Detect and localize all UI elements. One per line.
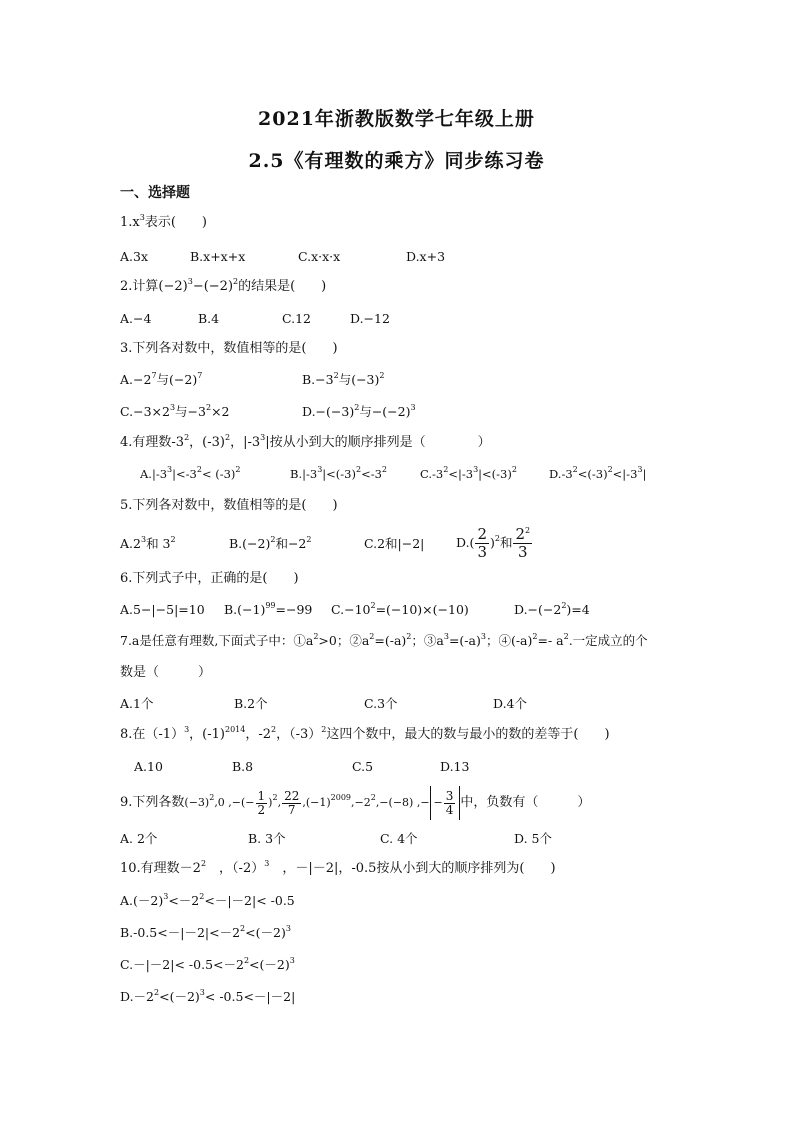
q5d-1: D.( bbox=[456, 535, 475, 550]
question-9 bbox=[120, 786, 590, 820]
question-4 bbox=[120, 434, 491, 452]
q4-text-4: |按从小到大的顺序排列是（ ） bbox=[265, 435, 491, 450]
q6c-1: C.−10 bbox=[331, 602, 371, 617]
q5d-sup: 2 bbox=[494, 534, 500, 543]
q4-text-2: ，(-3) bbox=[189, 435, 225, 450]
q3-option-c bbox=[120, 403, 230, 421]
q9-t5: ,(−1) bbox=[302, 796, 331, 809]
q4d-sup-3: 3 bbox=[637, 465, 643, 474]
q6d-sup: 2 bbox=[561, 601, 567, 610]
question-8 bbox=[120, 726, 610, 744]
q2-text-2: −(−2) bbox=[192, 279, 234, 294]
q10b-1: B.-0.5<－|－2|<－2 bbox=[120, 925, 241, 940]
q8-option-d: D.13 bbox=[440, 759, 470, 774]
q7-option-d: D.4个 bbox=[493, 696, 528, 711]
q5d-num-2 bbox=[513, 526, 532, 544]
q1-option-a: A.3x bbox=[120, 249, 149, 264]
q9-option-b: B. 3个 bbox=[248, 831, 286, 846]
q7-text: 7.a是任意有理数,下面式子中：①a bbox=[120, 633, 314, 648]
question-2 bbox=[120, 278, 326, 296]
q7-sup-6: 2 bbox=[532, 632, 538, 641]
q10b-sup-2: 3 bbox=[285, 924, 291, 933]
q6c-sup: 2 bbox=[370, 601, 376, 610]
q8-sup-4: 2 bbox=[321, 725, 327, 734]
q10c-sup: 2 bbox=[243, 956, 250, 965]
q3c-sup: 3 bbox=[169, 403, 176, 412]
q4a-1: A.|-3 bbox=[140, 467, 168, 481]
q4c-2: <|-3 bbox=[448, 467, 474, 481]
q7-text-7: =- a bbox=[537, 633, 564, 648]
q6-option-a: A.5−|−5|=10 bbox=[120, 602, 205, 617]
q4-option-c bbox=[420, 465, 517, 483]
q7-option-a: A.1个 bbox=[120, 696, 154, 711]
q4d-2: <(-3) bbox=[577, 467, 608, 481]
q9-t3: ) bbox=[268, 796, 273, 809]
q4d-sup-2: 2 bbox=[607, 465, 613, 474]
q1-option-d: D.x+3 bbox=[406, 249, 446, 264]
q9-absolute-value bbox=[430, 786, 461, 820]
question-3: 3.下列各对数中，数值相等的是( ) bbox=[120, 341, 338, 356]
q2-text: 2.计算(−2) bbox=[120, 279, 188, 294]
q10a-3: <－|－2|< -0.5 bbox=[204, 893, 295, 908]
q8-option-b: B.8 bbox=[232, 759, 254, 774]
q4-option-a bbox=[140, 465, 241, 483]
q3a-sup-2: 7 bbox=[197, 371, 203, 380]
q9-number-list bbox=[184, 788, 460, 817]
q7-sup-3: 2 bbox=[406, 632, 412, 641]
q10d-2: <(－2) bbox=[159, 989, 200, 1004]
q7-text-5: =(-a) bbox=[448, 633, 481, 648]
q2-sup-2: 2 bbox=[233, 277, 239, 286]
q10b-2: <(－2) bbox=[245, 925, 286, 940]
q3d-1: D.−(−3) bbox=[302, 404, 355, 419]
q7-text-6: ；④(-a) bbox=[485, 633, 533, 648]
q10-option-c bbox=[120, 956, 295, 974]
q4b-sup-3: 2 bbox=[381, 465, 387, 474]
q10d-1: D.－2 bbox=[120, 989, 155, 1004]
q4b-1: B.|-3 bbox=[290, 467, 318, 481]
q7-sup-5: 3 bbox=[480, 632, 486, 641]
q4b-3: <-3 bbox=[361, 467, 382, 481]
question-6: 6.下列式子中，正确的是( ) bbox=[120, 571, 299, 586]
q9-den-2: 7 bbox=[287, 802, 296, 817]
q9-t6-sup: 2 bbox=[370, 793, 376, 802]
q1-option-c: C.x·x·x bbox=[298, 249, 341, 264]
q4c-sup-2: 3 bbox=[473, 465, 479, 474]
q10-option-a bbox=[120, 892, 295, 910]
q5d-fraction-1 bbox=[475, 526, 489, 561]
q9-num-2: 22 bbox=[284, 788, 300, 803]
q10c-2: <(－2) bbox=[249, 957, 290, 972]
q4d-sup: 2 bbox=[572, 465, 578, 474]
q5d-num-2-sup: 2 bbox=[525, 526, 531, 535]
q2-option-a: A.−4 bbox=[120, 311, 152, 326]
q7-sup-4: 3 bbox=[443, 632, 449, 641]
q5-option-b bbox=[229, 535, 311, 553]
q6b-sup: 99 bbox=[265, 601, 276, 610]
q5-option-c: C.2和|−2| bbox=[364, 536, 425, 551]
q3d-sup: 2 bbox=[354, 403, 360, 412]
q10a-1: A.(－2) bbox=[120, 893, 164, 908]
q8-text-4: ，（-3） bbox=[276, 727, 322, 742]
q7-option-b: B.2个 bbox=[234, 696, 268, 711]
q2-option-b: B.4 bbox=[198, 311, 220, 326]
q4d-1: D.-3 bbox=[549, 467, 573, 481]
q9-fraction-3 bbox=[444, 790, 456, 817]
q4a-3: < (-3) bbox=[201, 467, 236, 481]
q1-text-2: 表示( ) bbox=[144, 215, 207, 230]
q10-text: 10.有理数－2 bbox=[120, 861, 201, 876]
q9-num-3: 3 bbox=[445, 788, 454, 803]
question-10 bbox=[120, 860, 556, 878]
q4a-2: |<-3 bbox=[172, 467, 197, 481]
q9-text-2: 中，负数有（ ） bbox=[460, 795, 591, 810]
q3c-sup-2: 2 bbox=[205, 403, 212, 412]
q9-t1: (−3) bbox=[184, 796, 210, 809]
q5a-sup-2: 2 bbox=[170, 535, 176, 544]
q8-text: 8.在（-1） bbox=[120, 727, 185, 742]
q8-option-c: C.5 bbox=[352, 759, 374, 774]
q6-option-b bbox=[224, 601, 312, 619]
q4b-sup: 3 bbox=[317, 465, 323, 474]
q9-fraction-2 bbox=[282, 790, 301, 817]
q3b-sup: 2 bbox=[333, 371, 339, 380]
q10a-sup-2: 2 bbox=[199, 892, 205, 901]
q5d-num-2-base: 2 bbox=[515, 525, 526, 543]
q3-option-b bbox=[302, 371, 384, 389]
q8-text-3: ，-2 bbox=[245, 727, 272, 742]
q6d-2: )=4 bbox=[566, 602, 590, 617]
q4-sup-3: 3 bbox=[260, 433, 266, 442]
q6b-1: B.(−1) bbox=[224, 602, 266, 617]
q5-option-a bbox=[120, 535, 176, 553]
q5d-den-1: 3 bbox=[477, 543, 487, 561]
q10c-sup-2: 3 bbox=[289, 956, 295, 965]
q3b-2: 与(−3) bbox=[338, 372, 380, 387]
q4-sup-2: 2 bbox=[224, 433, 231, 442]
q9-t5-sup: 2009 bbox=[330, 793, 351, 802]
q5b-1: B.(−2) bbox=[229, 536, 271, 551]
q4a-sup: 3 bbox=[167, 465, 173, 474]
q4-sup: 2 bbox=[184, 433, 190, 442]
q10-sup-2: 3 bbox=[264, 859, 270, 868]
question-7 bbox=[120, 632, 648, 650]
q9-t3-sup: 2 bbox=[272, 793, 278, 802]
q2-option-c: C.12 bbox=[282, 311, 311, 326]
q3c-3: ×2 bbox=[211, 404, 230, 419]
q5-option-d bbox=[456, 525, 533, 561]
q9-t7: ,−(−8) ,− bbox=[375, 796, 430, 809]
q10-text-3: ，－|－2|，-0.5按从小到大的顺序排列为( ) bbox=[269, 861, 556, 876]
q7-text-8: .一定成立的个 bbox=[568, 633, 648, 648]
q5d-3: 和 bbox=[499, 535, 513, 550]
q6d-1: D.−(−2 bbox=[514, 602, 562, 617]
q7-option-c: C.3个 bbox=[364, 696, 398, 711]
q7-sup-7: 2 bbox=[563, 632, 569, 641]
q7-text-3: =(-a) bbox=[374, 633, 407, 648]
q10d-sup-2: 3 bbox=[199, 988, 205, 997]
q1-text: 1.x bbox=[120, 215, 140, 230]
q6b-2: =−99 bbox=[275, 602, 313, 617]
q9-option-c: C. 4个 bbox=[380, 831, 418, 846]
q9-fraction-1 bbox=[256, 790, 268, 817]
q3-option-a bbox=[120, 371, 202, 389]
q9-t4: , bbox=[277, 796, 282, 809]
q5d-fraction-2 bbox=[513, 526, 532, 561]
q7-sup-2: 2 bbox=[369, 632, 375, 641]
q7-sup: 2 bbox=[313, 632, 319, 641]
q5d-num-1: 2 bbox=[477, 525, 487, 543]
question-7-continued: 数是（ ） bbox=[120, 665, 212, 680]
title-line-2: 2.5《有理数的乘方》同步练习卷 bbox=[248, 150, 545, 172]
q2-text-3: 的结果是( ) bbox=[238, 279, 327, 294]
q7-text-2: >0；②a bbox=[318, 633, 370, 648]
q3b-sup-2: 2 bbox=[379, 371, 385, 380]
title-line-1: 2021年浙教版数学七年级上册 bbox=[258, 108, 535, 130]
q5d-den-2: 3 bbox=[518, 543, 528, 561]
section-heading: 一、选择题 bbox=[120, 185, 190, 201]
q9-den-1: 2 bbox=[257, 802, 266, 817]
q9-text: 9.下列各数 bbox=[120, 795, 185, 810]
q9-den-3: 4 bbox=[445, 802, 454, 817]
q8-option-a: A.10 bbox=[134, 759, 163, 774]
q8-text-2: ，(-1) bbox=[189, 727, 225, 742]
q10d-sup: 2 bbox=[154, 988, 160, 997]
q10a-2: <－2 bbox=[168, 893, 200, 908]
q1-sup: 3 bbox=[139, 213, 145, 222]
q10-option-d bbox=[120, 988, 295, 1006]
q3a-1: A.−2 bbox=[120, 372, 152, 387]
q2-sup: 3 bbox=[187, 277, 193, 286]
q4a-sup-3: 2 bbox=[235, 465, 241, 474]
q5b-sup: 2 bbox=[270, 535, 276, 544]
q9-t2: ,0 ,−(− bbox=[214, 796, 255, 809]
question-5: 5.下列各对数中，数值相等的是( ) bbox=[120, 498, 338, 513]
q5b-sup-2: 2 bbox=[306, 535, 312, 544]
q5a-sup: 3 bbox=[140, 535, 147, 544]
q10c-1: C.－|－2|< -0.5<－2 bbox=[120, 957, 244, 972]
q3-option-d bbox=[302, 403, 416, 421]
q9-t1-sup: 2 bbox=[209, 793, 215, 802]
q4d-3: <|-3 bbox=[612, 467, 638, 481]
q10d-3: < -0.5<－|－2| bbox=[204, 989, 296, 1004]
q6-option-d bbox=[514, 601, 590, 619]
q4c-1: C.-3 bbox=[420, 467, 444, 481]
q8-text-5: 这四个数中，最大的数与最小的数的差等于( ) bbox=[326, 727, 610, 742]
q10-option-b bbox=[120, 924, 291, 942]
q4c-sup: 2 bbox=[443, 465, 449, 474]
q3d-2: 与−(−2) bbox=[359, 404, 411, 419]
q4c-3: |<(-3) bbox=[478, 467, 512, 481]
q4-option-d bbox=[549, 465, 646, 483]
q9-option-a: A. 2个 bbox=[120, 831, 158, 846]
q9-option-d: D. 5个 bbox=[514, 831, 552, 846]
q4b-2: |<(-3) bbox=[322, 467, 356, 481]
q5a-2: 和 3 bbox=[146, 536, 171, 551]
q9-num-1: 1 bbox=[257, 788, 266, 803]
q1-option-b: B.x+x+x bbox=[190, 249, 246, 264]
q10b-sup: 2 bbox=[240, 924, 246, 933]
q4c-sup-3: 2 bbox=[511, 465, 517, 474]
q9-t6: ,−2 bbox=[351, 796, 371, 809]
q3c-1: C.−3×2 bbox=[120, 404, 170, 419]
q6c-2: =(−10)×(−10) bbox=[375, 602, 469, 617]
q10-text-2: ，（-2） bbox=[206, 861, 265, 876]
q4d-4: | bbox=[642, 467, 647, 481]
q4-text-3: ，|-3 bbox=[230, 435, 261, 450]
question-1 bbox=[120, 214, 207, 232]
q10a-sup: 3 bbox=[163, 892, 169, 901]
q8-sup-3: 2 bbox=[271, 725, 277, 734]
q10-sup: 2 bbox=[200, 859, 207, 868]
q4-option-b bbox=[290, 465, 387, 483]
q4a-sup-2: 2 bbox=[196, 465, 202, 474]
q3b-1: B.−3 bbox=[302, 372, 334, 387]
q3a-sup: 7 bbox=[151, 371, 157, 380]
q4-text: 4.有理数-3 bbox=[120, 435, 185, 450]
q3d-sup-2: 3 bbox=[410, 403, 416, 412]
q5b-2: 和−2 bbox=[275, 536, 307, 551]
q9-neg-sign: − bbox=[433, 796, 443, 809]
q6-option-c bbox=[331, 601, 469, 619]
q7-text-4: ；③a bbox=[411, 633, 444, 648]
q2-option-d: D.−12 bbox=[350, 311, 390, 326]
q5d-2: ) bbox=[489, 535, 495, 550]
q8-sup: 3 bbox=[184, 725, 190, 734]
q4b-sup-2: 2 bbox=[355, 465, 362, 474]
q5a-1: A.2 bbox=[120, 536, 141, 551]
q8-sup-2: 2014 bbox=[224, 725, 246, 734]
q3c-2: 与−3 bbox=[175, 404, 206, 419]
q3a-2: 与(−2) bbox=[156, 372, 198, 387]
